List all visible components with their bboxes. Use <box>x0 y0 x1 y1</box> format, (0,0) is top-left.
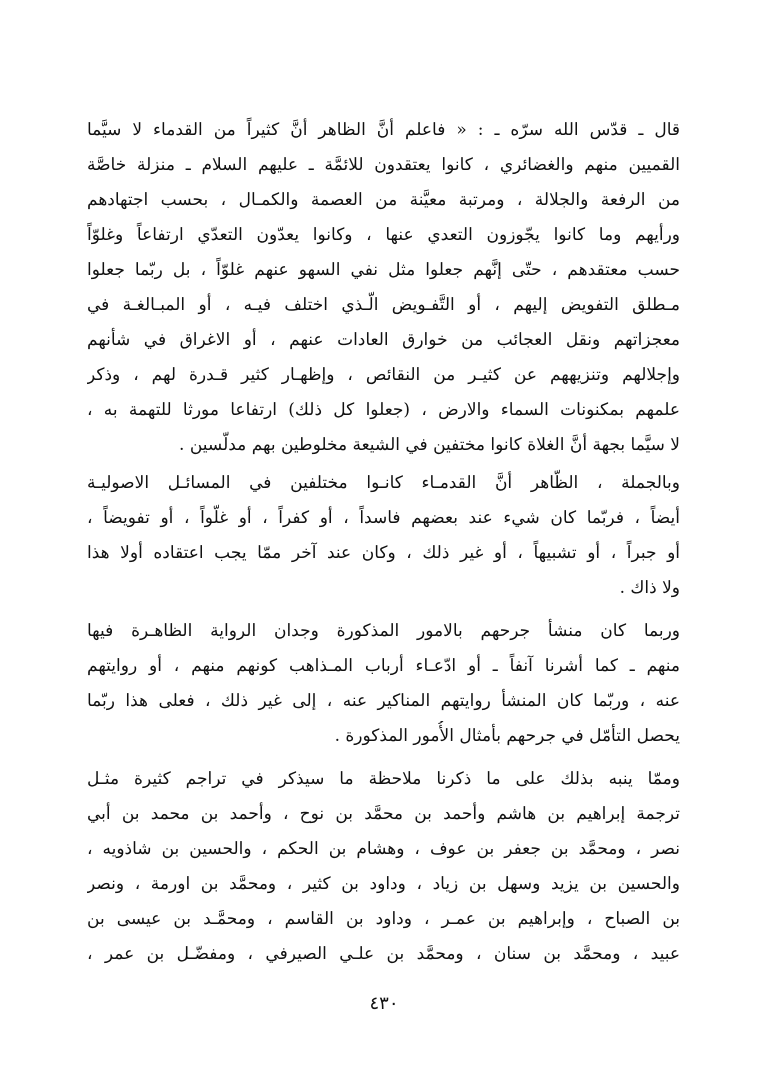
text-line: عنه ، وربّما كان المنشأ روايتهم المناكير عنه ، إلى غير ذلك ، فعلى هذا ربّما <box>87 691 680 711</box>
text-line: نصر ، ومحمَّد بن جعفر بن عوف ، وهشام بن الحكم ، والحسين بن شاذويه ، <box>87 839 680 859</box>
page-number: ٤٣٠ <box>369 993 399 1014</box>
text-line: وبالجملة ، الظّاهر أنَّ القدمـاء كانـوا مختلفين في المسائـل الاصوليـة <box>87 473 680 493</box>
text-line: عبيد ، ومحمَّد بن سنان ، ومحمَّد بن علـي الصيرفي ، ومفضّـل بن عمر ، <box>87 944 680 964</box>
text-line: وإجلالهم وتنزيههم عن كثيـر من النقائص ، وإظهـار كثير قـدرة لهم ، وذكر <box>87 365 680 385</box>
text-line: ترجمة إبراهيم بن هاشم وأحمد بن محمَّد بن نوح ، وأحمد بن محمد بن أبي <box>87 804 680 824</box>
text-line: قال ـ قدّس الله سرّه ـ : « فاعلم أنَّ الظاهر أنَّ كثيراً من القدماء لا سيَّما <box>87 120 680 140</box>
text-line: ولا ذاك . <box>619 578 680 598</box>
text-line: وممّا ينبه بذلك على ما ذكرنا ملاحظة ما سيذكر في تراجم كثيرة مثـل <box>87 769 680 789</box>
text-line: حسب معتقدهم ، حتّى إنَّهم جعلوا مثل نفي السهو عنهم غلوّاً ، بل ربّما جعلوا <box>87 260 680 280</box>
text-line: ورأيهم وما كانوا يجّوزون التعدي عنها ، وكانوا يعدّون التعدّي ارتفاعاً وغلوّاً <box>87 225 680 245</box>
text-line: أيضاً ، فربّما كان شيء عند بعضهم فاسداً ، أو كفراً ، أو غلّواً ، أو تفويضاً ، <box>87 508 680 528</box>
text-line: علمهم بمكنونات السماء والارض ، (جعلوا كل ذلك) ارتفاعا مورثا للتهمة به ، <box>87 400 680 420</box>
text-line: يحصل التأمّل في جرحهم بأمثال الأُمور المذكورة . <box>334 726 680 746</box>
text-line: معجزاتهم ونقل العجائب من خوارق العادات عنهم ، أو الاغراق في شأنهم <box>87 330 680 350</box>
text-line: لا سيَّما بجهة أنَّ الغلاة كانوا مختفين في الشيعة مخلوطين بهم مدلّسين . <box>179 435 680 455</box>
text-line: والحسين بن يزيد وسهل بن زياد ، وداود بن كثير ، ومحمَّد بن اورمة ، ونصر <box>87 874 680 894</box>
text-line: منهم ـ كما أشرنا آنفاً ـ أو ادّعـاء أرباب المـذاهب كونهم منهم ، أو روايتهم <box>87 656 680 676</box>
text-line: بن الصباح ، وإبراهيم بن عمـر ، وداود بن القاسم ، ومحمَّـد بن عيسى بن <box>87 909 680 929</box>
text-line: وربما كان منشأ جرحهم بالامور المذكورة وجدان الرواية الظاهـرة فيها <box>87 621 680 641</box>
text-line: من الرفعة والجلالة ، ومرتبة معيَّنة من العصمة والكمـال ، بحسب اجتهادهم <box>87 190 680 210</box>
text-line: مـطلق التفويض إليهم ، أو التَّفـويض الّـذي اختلف فيـه ، أو المبـالغـة في <box>87 295 680 315</box>
text-line: القميين منهم والغضائري ، كانوا يعتقدون للائمَّة ـ عليهم السلام ـ منزلة خاصَّة <box>87 155 680 175</box>
text-line: أو جبراً ، أو تشبيهاً ، أو غير ذلك ، وكان عند آخر ممّا يجب اعتقاده أولا هذا <box>87 543 680 563</box>
